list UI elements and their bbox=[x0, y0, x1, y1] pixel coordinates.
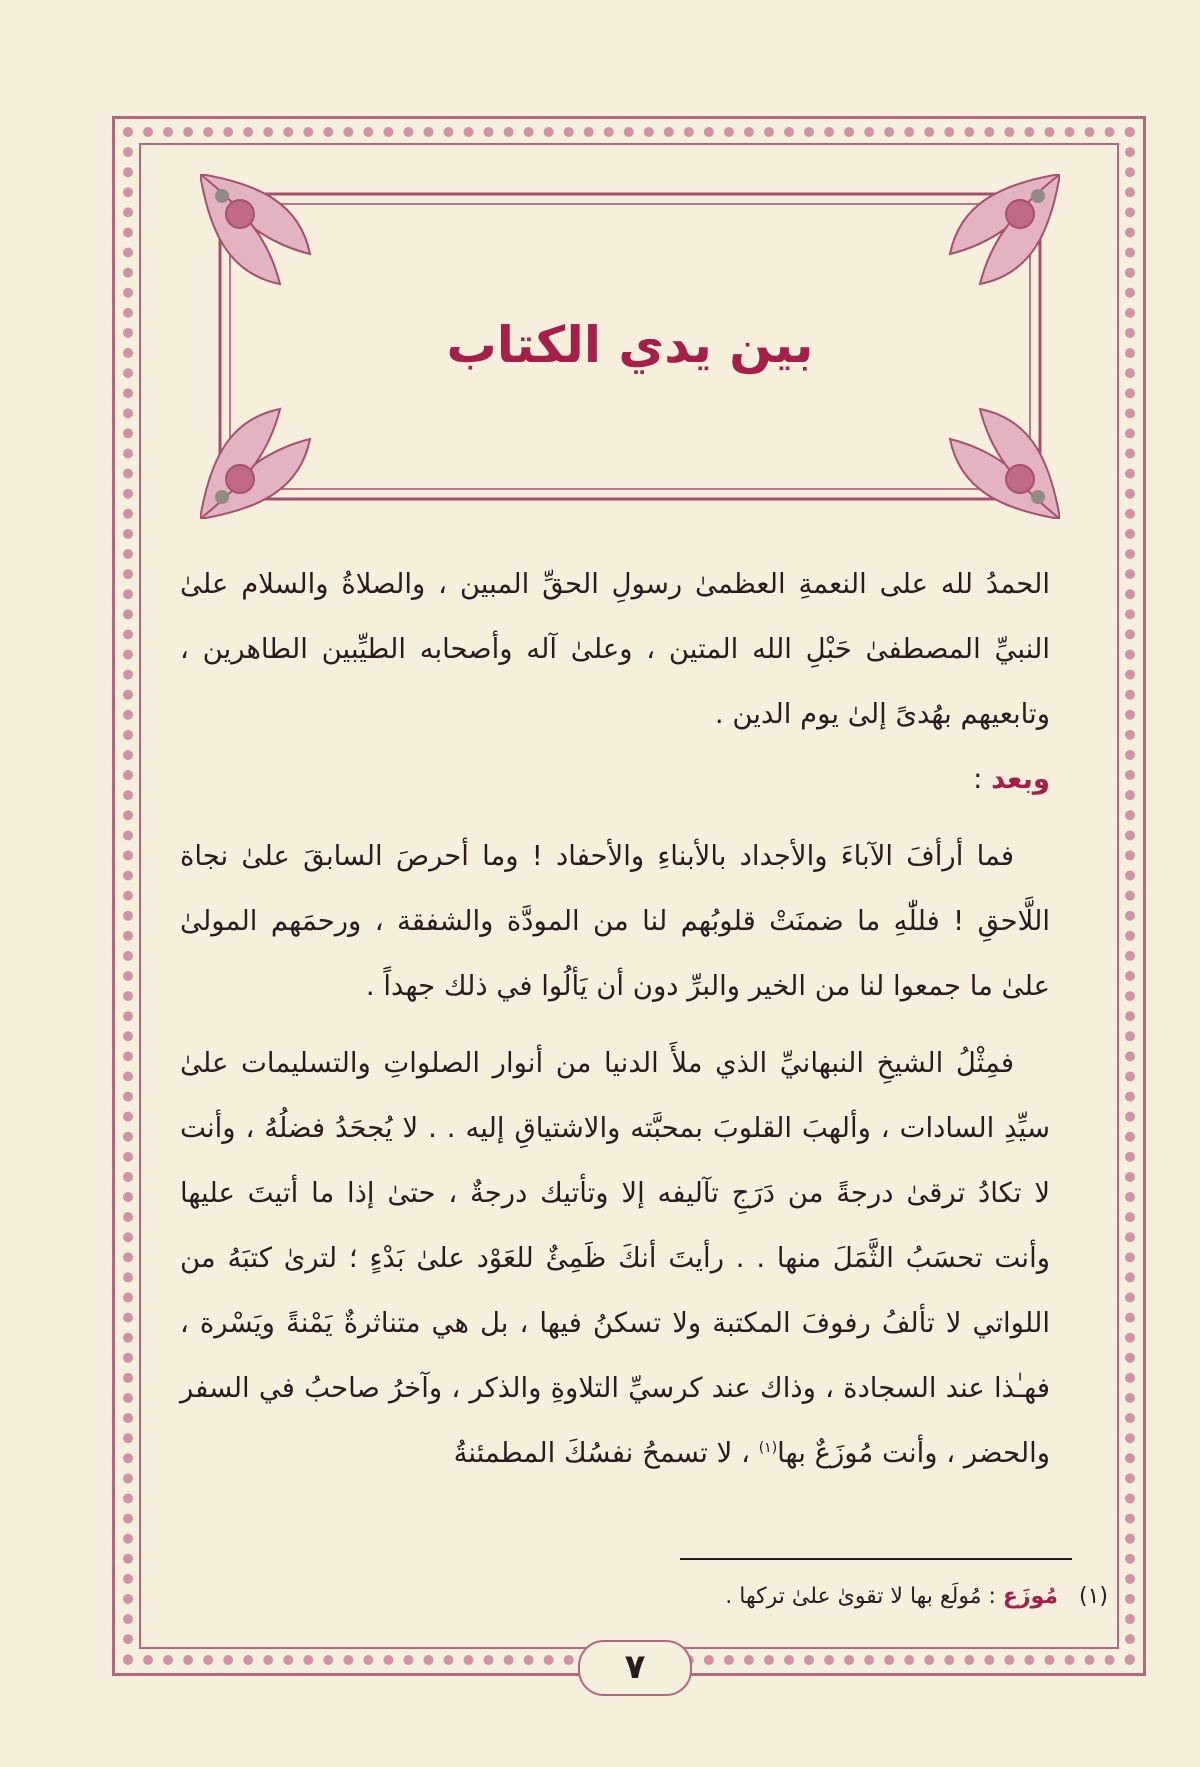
paragraph-nabhani bbox=[180, 1031, 1050, 1486]
title-ornament-box bbox=[200, 174, 1060, 519]
wa-bad-colon: : bbox=[973, 763, 992, 795]
wa-bad-heading: وبعد bbox=[991, 763, 1050, 795]
footnote-word: مُوزَع bbox=[1002, 1584, 1058, 1609]
paragraph-ancestors: فما أرأفَ الآباءَ والأجداد بالأبناءِ والأحفاد ! وما أحرصَ السابقَ علىٰ نجاة اللَّاحقِ ! فللّٰهِ ما ضمنَتْ قلوبُهم لنا من المودَّة والشفقة ، ورحمَهم المولىٰ علىٰ ما جمعوا لنا من الخير والبرِّ دون أن يَألُوا في ذلك جهداً . bbox=[180, 840, 1050, 1002]
footnote-ref[interactable]: (١) bbox=[758, 1439, 778, 1456]
paragraph-nabhani-text: فمِثْلُ الشيخِ النبهانيِّ الذي ملأَ الدنيا من أنوار الصلواتِ والتسليمات علىٰ سيِّدِ السادات ، وألهبَ القلوبَ بمحبَّته والاشتياقِ إليه . . لا يُجحَدُ فضلُهُ ، وأنت لا تكادُ ترقىٰ درجةً من دَرَجِ تآليفه إلا وتأتيك درجةٌ ، حتىٰ إذا ما أتيتَ عليها وأنت تحسَبُ الثَّمَلَ منها . . رأيتَ أنكَ ظَمِئٌ للعَوْد علىٰ بَدْءٍ ؛ لترىٰ كتبَهُ من اللواتي لا تألفُ رفوفَ المكتبة ولا تسكنُ فيها ، بل هي متناثرةٌ يَمْنةً ويَسْرة ، فهـٰذا عند السجادة ، وذاك عند كرسيِّ التلاوةِ والذكر ، وآخرُ صاحبُ في السفر والحضر ، وأنت مُوزَعٌ بها bbox=[180, 1047, 1050, 1469]
footnote-number: (١) bbox=[1078, 1584, 1108, 1609]
footnote bbox=[180, 1584, 1108, 1609]
wa-bad-line bbox=[180, 747, 1050, 812]
main-text bbox=[180, 552, 1050, 1486]
paragraph-intro: الحمدُ لله على النعمةِ العظمىٰ رسولِ الحقِّ المبين ، والصلاةُ والسلام علىٰ النبيِّ المصطفىٰ حَبْلِ الله المتين ، وعلىٰ آله وأصحابه الطيِّبين الطاهرين ، وتابعيهم بهُدىً إلىٰ يوم الدين . bbox=[180, 568, 1050, 730]
paragraph-nabhani-tail: ، لا تسمحُ نفسُكَ المطمئنةُ bbox=[453, 1437, 750, 1469]
footnote-text: : مُولَع بها لا تقوىٰ علىٰ تركها . bbox=[725, 1584, 1003, 1609]
page-title: بين يدي الكتاب bbox=[446, 316, 814, 374]
footnote-divider bbox=[680, 1558, 1072, 1560]
page-number: ٧ bbox=[578, 1640, 692, 1696]
